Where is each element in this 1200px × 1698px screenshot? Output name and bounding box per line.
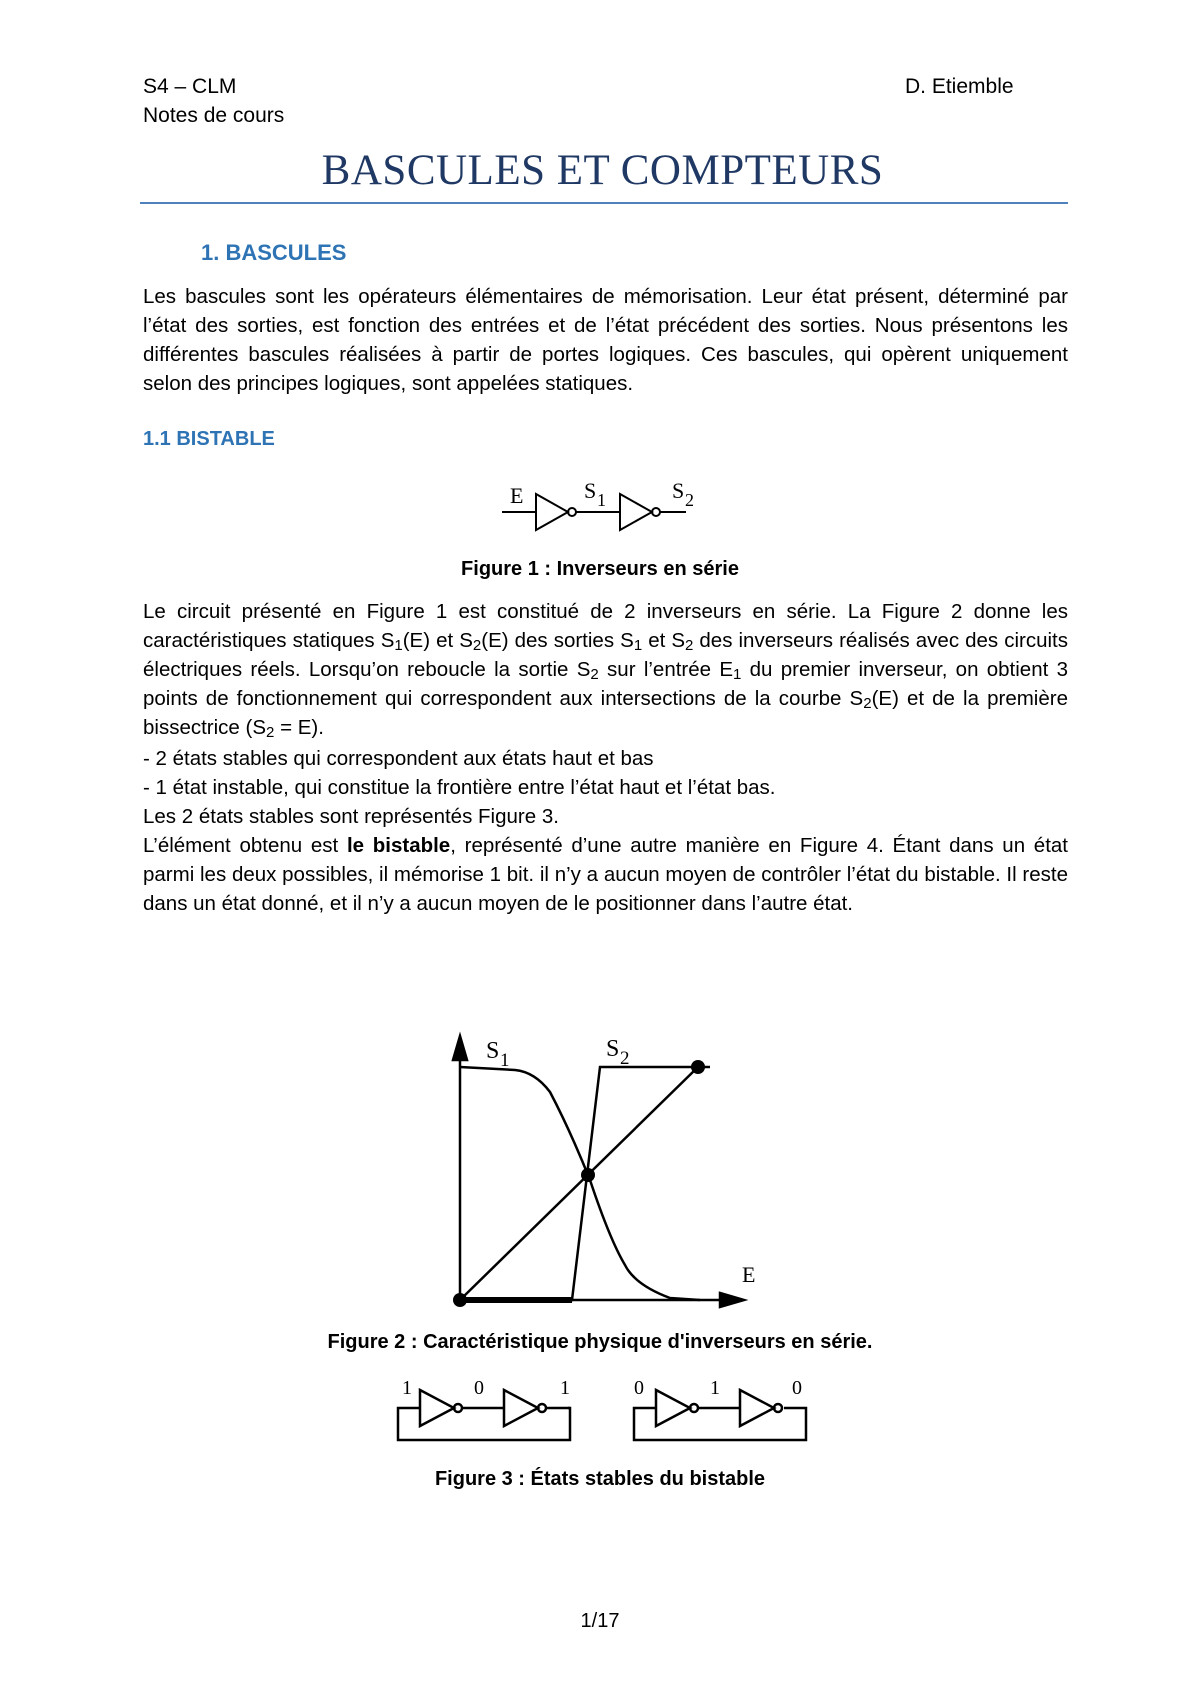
fig1-label-s2: S (672, 478, 685, 503)
stable-point-low (453, 1293, 467, 1307)
fig2-label-e: E (742, 1262, 756, 1287)
body-item2: - 1 état instable, qui constitue la frontière entre l’état haut et l’état bas. (143, 776, 776, 799)
fig1-label-sub1: 1 (597, 490, 606, 510)
figure2-characteristic-plot (420, 1020, 760, 1310)
fig3-right-in: 0 (634, 1377, 644, 1399)
fig2-label-s1-sub: 1 (500, 1050, 510, 1071)
intro-text: Les bascules sont les opérateurs élémentaires de mémorisation. Leur état présent, déterminé par l’état des sorties, est fonction des entrées et de l’état précédent des sorties. Nous présentons les différentes bascules réalisées à partir de portes logiques. Ces bascules, qui opèrent uniquement selon des principes logiques, sont appelées statiques. (143, 285, 1068, 395)
section-heading-bistable: 1.1 BISTABLE (143, 428, 275, 450)
body-paragraph (143, 597, 1068, 918)
bistable-term: le bistable (346, 834, 451, 857)
fig2-label-s1: S (486, 1038, 500, 1064)
fig2-label-s2: S (606, 1036, 620, 1062)
figure3-stable-states-diagram (390, 1372, 820, 1452)
unstable-point (581, 1168, 595, 1182)
fig3-left-out: 1 (560, 1377, 570, 1399)
fig2-label-s2-sub: 2 (620, 1048, 630, 1069)
section-heading-bascules: 1. BASCULES (201, 240, 347, 265)
figure1-inverters-diagram (500, 478, 710, 542)
fig1-label-sub2: 2 (685, 490, 694, 510)
figure1-caption: Figure 1 : Inverseurs en série (461, 558, 739, 580)
body-item1: - 2 états stables qui correspondent aux états haut et bas (143, 747, 654, 770)
x-axis-arrow (720, 1293, 744, 1307)
header-author: D. Etiemble (905, 75, 1014, 98)
fig3-right-out: 0 (792, 1377, 802, 1399)
bisector-line (460, 1067, 698, 1300)
stable-point-high (691, 1060, 705, 1074)
title-rule (140, 202, 1068, 204)
body-p3: L’élément obtenu est le bistable, représenté d’une autre manière en Figure 4. Étant dans un état parmi les deux possibles, il mémorise 1 bit. il n’y a aucun moyen de contrôler l’état du bistable. Il reste dans un état donné, et il n’y a aucun moyen de le positionner dans l’autre état. (143, 834, 1068, 915)
page-title: BASCULES ET COMPTEURS (321, 147, 884, 194)
fig3-left-mid: 0 (474, 1377, 484, 1399)
body-p1: Le circuit présenté en Figure 1 est constitué de 2 inverseurs en série. La Figure 2 donne les caractéristiques statiques $S_1(E)$ et $S_2(E)$ des sorties $S_1$ et $S_2$ des inverseurs réalisés avec des circuits électriques réels. Lorsqu’on reboucle la sortie $S_2$ sur l’entrée $E_1$ du premier inverseur, on obtient 3 points de fonctionnement qui correspondent aux intersections de la courbe $S_2(E)$ et de la première bissectrice $(S_2 = E)$. (143, 600, 1068, 741)
header-course: S4 – CLM (143, 75, 237, 98)
s2-curve (460, 1067, 710, 1300)
fig3-left-in: 1 (402, 1377, 412, 1399)
figure3-caption: Figure 3 : États stables du bistable (434, 1468, 766, 1490)
page-number: 1/17 (580, 1610, 620, 1632)
figure2-caption: Figure 2 : Caractéristique physique d'inverseurs en série. (327, 1331, 873, 1353)
header-subtitle: Notes de cours (143, 104, 285, 127)
fig3-right-mid: 1 (710, 1377, 720, 1399)
body-p2: Les 2 états stables sont représentés Figure 3. (143, 805, 559, 828)
fig1-label-s: S (584, 478, 597, 503)
fig1-label-e: E (510, 483, 524, 508)
intro-paragraph (143, 282, 1068, 398)
y-axis-arrow (453, 1036, 467, 1060)
